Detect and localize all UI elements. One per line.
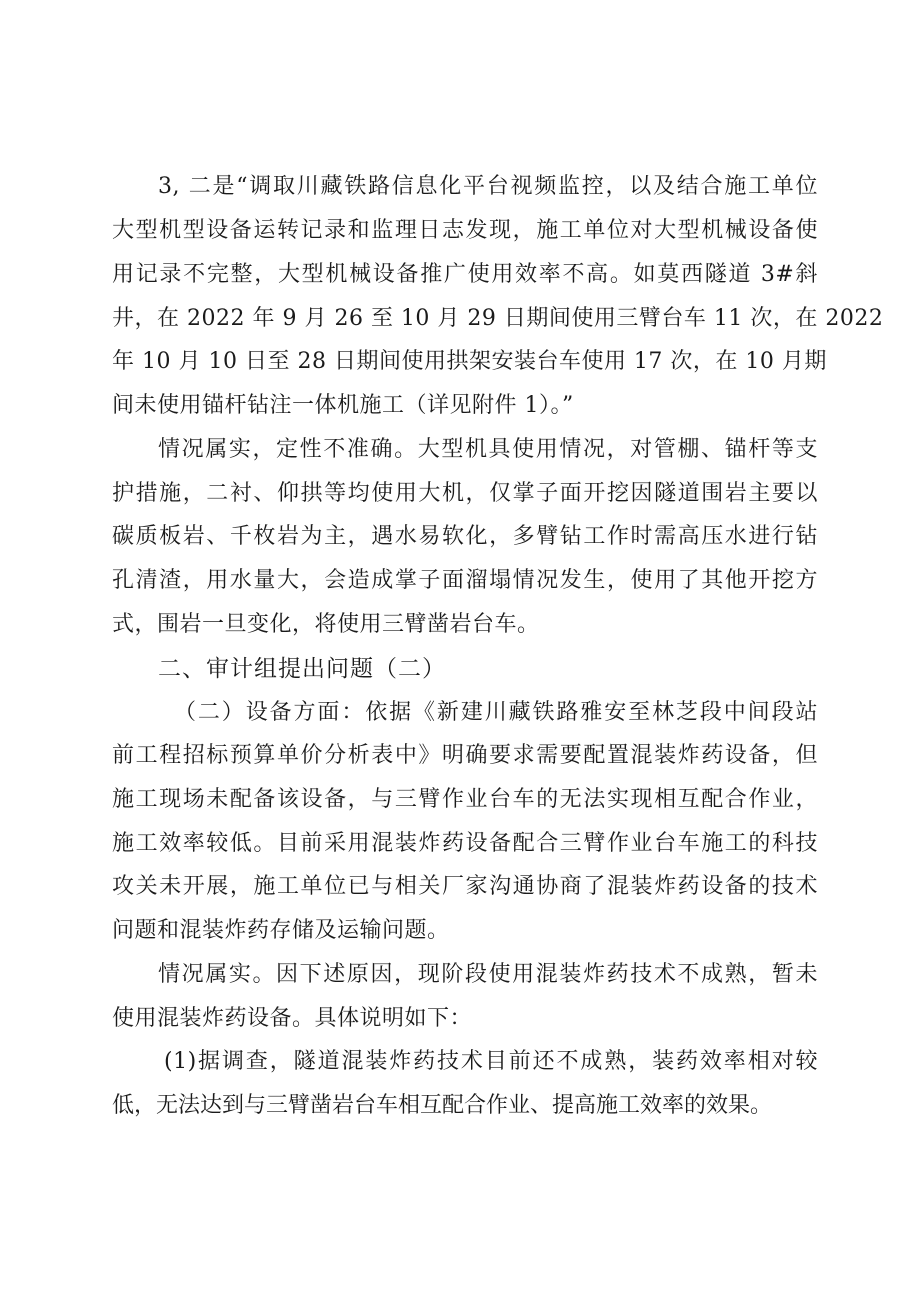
text-line: 井，在 2022 年 9 月 26 至 10 月 29 日期间使用三臂台车 11 次，在 2022 [112, 306, 884, 331]
text-line: 情况属实，定性不准确。大型机具使用情况，对管棚、锚杆等支 [158, 437, 818, 462]
text-line: 间未使用锚杆钻注一体机施工（详见附件 1）。” [112, 393, 574, 418]
text-line: 大型机型设备运转记录和监理日志发现，施工单位对大型机械设备使 [112, 218, 818, 243]
text-line: 施工现场未配备该设备，与三臂作业台车的无法实现相互配合作业， [112, 787, 818, 812]
text-line: （二）设备方面：依据《新建川藏铁路雅安至林芝段中间段站 [174, 700, 818, 725]
text-line: 年 10 月 10 日至 28 日期间使用拱架安装台车使用 17 次，在 10 月期 [112, 349, 827, 374]
text-line: 3, 二是“调取川藏铁路信息化平台视频监控，以及结合施工单位 [158, 174, 818, 199]
text-line: 低，无法达到与三臂凿岩台车相互配合作业、提高施工效率的效果。 [112, 1093, 773, 1118]
text-line: 前工程招标预算单价分析表中》明确要求需要配置混装炸药设备，但 [112, 743, 818, 768]
text-line: 问题和混装炸药存储及运输问题。 [112, 918, 450, 943]
text-line: 用记录不完整，大型机械设备推广使用效率不高。如莫西隧道 3#斜 [112, 262, 818, 287]
text-line: (1)据调查，隧道混装炸药技术目前还不成熟，装药效率相对较 [164, 1049, 818, 1074]
text-line: 式，围岩一旦变化，将使用三臂凿岩台车。 [112, 612, 540, 637]
text-line: 护措施，二衬、仰拱等均使用大机，仅掌子面开挖因隧道围岩主要以 [112, 481, 818, 506]
text-line: 孔清渣，用水量大，会造成掌子面溜塌情况发生，使用了其他开挖方 [112, 568, 818, 593]
text-line: 施工效率较低。目前采用混装炸药设备配合三臂作业台车施工的科技 [112, 831, 818, 856]
text-line: 情况属实。因下述原因，现阶段使用混装炸药技术不成熟，暂未 [158, 962, 818, 987]
text-line: 碳质板岩、千枚岩为主，遇水易软化，多臂钻工作时需高压水进行钻 [112, 524, 818, 549]
text-line: 使用混装炸药设备。具体说明如下： [112, 1006, 473, 1031]
text-line: 攻关未开展，施工单位已与相关厂家沟通协商了混装炸药设备的技术 [112, 874, 818, 899]
section-heading: 二、审计组提出问题（二） [158, 656, 446, 682]
